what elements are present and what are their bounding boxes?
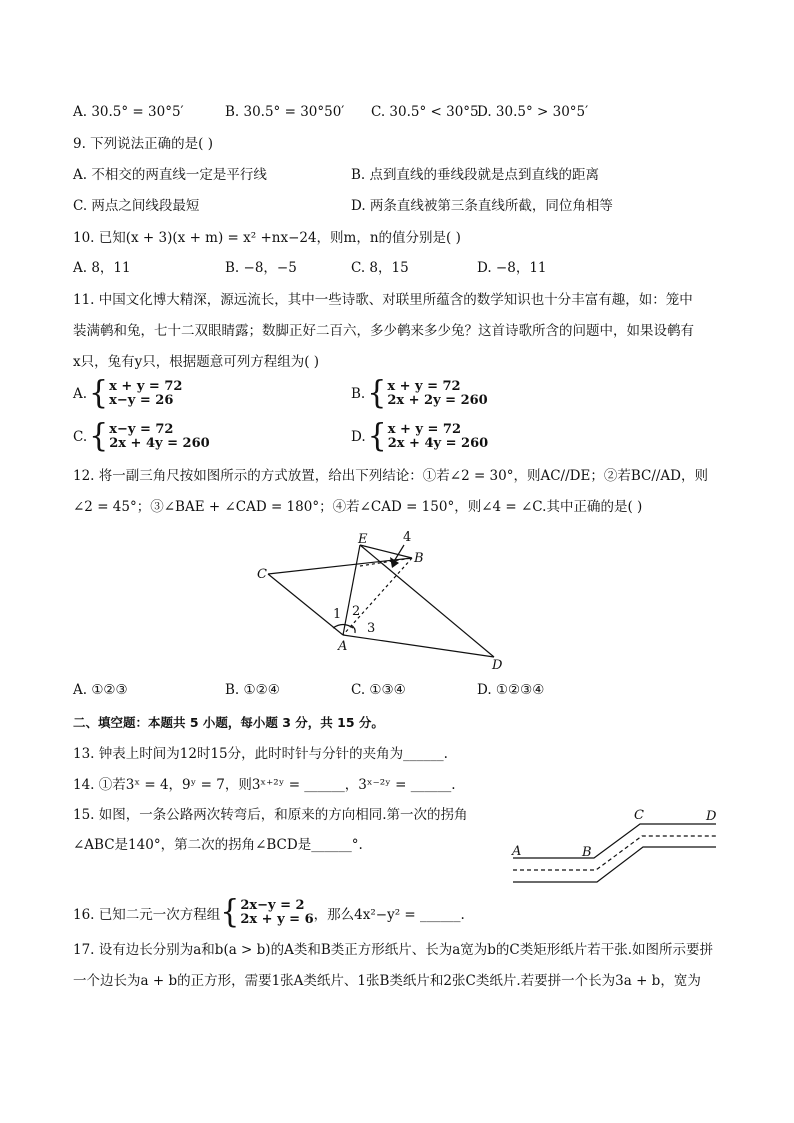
equation: 2x + 2y = 260 [387,393,488,408]
figure-label-c: C [257,567,267,582]
road-label-c: C [634,808,644,823]
q16-stem: 16. 已知二元一次方程组 { 2x−y = 2 2x + y = 6 ，那么4x²−y² = ______. [73,894,465,931]
q10-option-c: C. 8，15 [351,260,409,276]
q15-road-figure [0,800,794,890]
option-label: C. [73,429,88,445]
equation: 2x−y = 2 [240,898,305,913]
road-label-b: B [582,845,592,860]
equation: x + y = 72 [387,422,462,437]
q17-line2: 一个边长为a + b的正方形，需要1张A类纸片、1张B类纸片和2张C类纸片.若要拼一个长为3a + b，宽为 [73,973,701,989]
q10-option-d: D. −8，11 [477,260,547,276]
q16-post: ，那么4x²−y² = ______. [313,907,465,923]
q12-line1: 12. 将一副三角尺按如图所示的方式放置，给出下列结论：①若∠2 = 30°，则AC//DE；②若BC//AD，则 [73,468,709,484]
figure-label-b: B [414,551,424,566]
q11-option-b: B. { x + y = 72 2x + 2y = 260 [351,375,488,412]
q15-line1: 15. 如图，一条公路两次转弯后，和原来的方向相同.第一次的拐角 [73,807,468,823]
q12-option-c: C. ①③④ [351,682,406,698]
q9-option-d: D. 两条直线被第三条直线所截，同位角相等 [351,198,613,214]
q12-triangle-figure [0,525,794,685]
equation: x + y = 72 [109,379,183,394]
option-label: A. [73,386,88,402]
q12-option-a: A. ①②③ [73,682,128,698]
q17-line1: 17. 设有边长分别为a和b(a > b)的A类和B类正方形纸片、长为a宽为b的C类矩形纸片若干张.如图所示要拼 [73,942,714,958]
option-label: D. [351,429,366,445]
road-label-d: D [706,809,717,824]
equation: x−y = 72 [109,422,174,437]
q9-option-c: C. 两点之间线段最短 [73,198,200,214]
q8-option-b: B. 30.5° = 30°50′ [225,104,345,120]
q10-stem: 10. 已知(x + 3)(x + m) = x² +nx−24，则m，n的值分别是( ) [73,230,461,246]
figure-label-a: A [338,639,348,654]
road-label-a: A [512,844,522,859]
q16-pre: 16. 已知二元一次方程组 [73,907,221,923]
equation: x−y = 26 [109,393,174,408]
q11-line3: x只，兔有y只，根据题意可列方程组为( ) [73,354,320,370]
q13-stem: 13. 钟表上时间为12时15分，此时时针与分针的夹角为______. [73,746,448,762]
equation: 2x + y = 6 [240,912,314,927]
figure-angle-3: 3 [367,621,376,636]
q9-option-a: A. 不相交的两直线一定是平行线 [73,167,267,183]
figure-angle-1: 1 [333,607,342,622]
q8-option-a: A. 30.5° = 30°5′ [73,104,184,120]
figure-label-d: D [492,658,503,673]
q11-option-d: D. { x + y = 72 2x + 4y = 260 [351,418,489,455]
equation: x + y = 72 [387,379,461,394]
q11-line2: 装满鹌和兔，七十二双眼睛露；数脚正好二百六，多少鹌来多少兔？这首诗歌所含的问题中，如果设鹌有 [73,323,694,339]
q15-line2: ∠ABC是140°，第二次的拐角∠BCD是______°. [73,837,363,853]
q14-stem: 14. ①若3ˣ = 4，9ʸ = 7，则3ˣ⁺²ʸ = ______，3ˣ⁻²ʸ = ______. [73,777,456,793]
option-label: B. [351,386,366,402]
equation: 2x + 4y = 260 [109,436,210,451]
q11-line1: 11. 中国文化博大精深，源远流长，其中一些诗歌、对联里所蕴含的数学知识也十分丰富有趣，如：笼中 [73,292,693,308]
q9-stem: 9. 下列说法正确的是( ) [73,136,213,152]
figure-label-e: E [358,532,368,547]
q11-option-c: C. { x−y = 72 2x + 4y = 260 [73,418,210,455]
section-heading-fill-in: 二、填空题：本题共 5 小题，每小题 3 分，共 15 分。 [73,715,384,730]
q12-option-b: B. ①②④ [225,682,280,698]
q10-option-a: A. 8，11 [73,260,131,276]
q8-option-c: C. 30.5° < 30°5′ [371,104,482,120]
equation: 2x + 4y = 260 [387,436,489,451]
figure-angle-4: 4 [403,530,412,545]
q12-option-d: D. ①②③④ [477,682,545,698]
q8-option-d: D. 30.5° > 30°5′ [477,104,589,120]
q9-option-b: B. 点到直线的垂线段就是点到直线的距离 [351,167,600,183]
q12-line2: ∠2 = 45°；③∠BAE + ∠CAD = 180°；④若∠CAD = 150°，则∠4 = ∠C.其中正确的是( ) [73,499,643,515]
q11-option-a: A. { x + y = 72 x−y = 26 [73,375,183,412]
figure-angle-2: 2 [352,604,361,619]
q10-option-b: B. −8，−5 [225,260,297,276]
